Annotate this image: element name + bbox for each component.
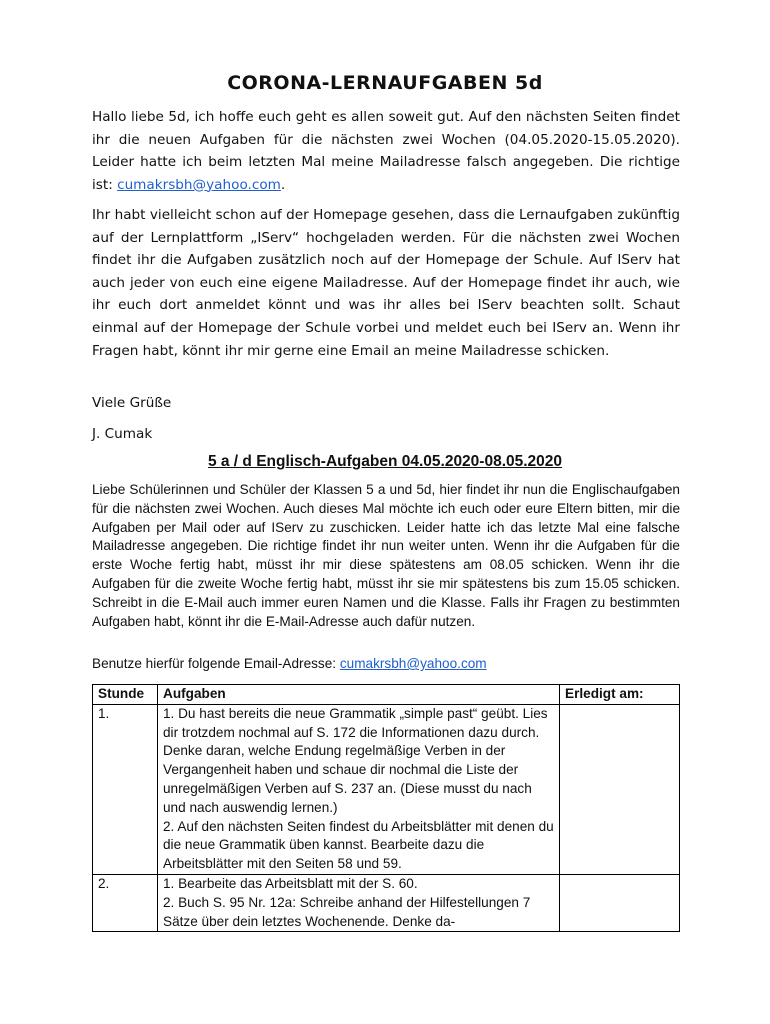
- english-heading: 5 a / d Englisch-Aufgaben 04.05.2020-08.05.2020: [207, 453, 563, 470]
- intro-text-end: .: [280, 176, 286, 193]
- page-title: CORONA-LERNAUFGABEN 5d: [227, 72, 543, 94]
- task-line: 1. Bearbeite das Arbeitsblatt mit der S. 60.: [163, 875, 418, 891]
- intro-text: Hallo liebe 5d, ich hoffe euch geht es allen soweit gut. Auf den nächsten Seiten findet ihr die neuen Aufgaben für die nächsten zwei Wochen (04.05.2020-15.05.2020). Leider hatte ich beim letzten Mal meine Mailadresse falsch angegeben. Die richtige ist:: [92, 109, 680, 193]
- intro-paragraph-2: Ihr habt vielleicht schon auf der Homepage gesehen, dass die Lernaufgaben zukünftig auf der Lernplattform „IServ“ hochgeladen werden. Für die nächsten zwei Wochen findet ihr die Aufgaben zusätzlich noch auf der Homepage der Schule. Auf IServ hat auch jeder von euch eine eigene Mailadresse. Auf der Homepage findet ihr auch, wie ihr euch dort anmeldet könnt und was ihr alles bei IServ beachten sollt. Schaut einmal auf der Homepage der Schule vorbei und meldet euch bei IServ an. Wenn ihr Fragen habt, könnt ihr mir gerne eine Email an meine Mailadresse schicken.: [92, 207, 680, 359]
- greeting: Viele Grüße: [92, 395, 172, 411]
- email-line: [92, 655, 680, 674]
- cell-erledigt: [560, 704, 680, 874]
- header-aufgaben: Aufgaben: [158, 685, 560, 705]
- header-stunde: Stunde: [93, 685, 158, 705]
- email-label: Benutze hierfür folgende Email-Adresse:: [92, 656, 340, 671]
- signature: J. Cumak: [92, 426, 153, 442]
- task-table: [92, 684, 680, 932]
- cell-aufgaben: [158, 874, 560, 931]
- intro-paragraph-1: [92, 106, 680, 196]
- cell-stunde: 1.: [93, 704, 158, 874]
- cell-erledigt: [560, 874, 680, 931]
- task-line: 1. Du hast bereits die neue Grammatik „simple past“ geübt. Lies dir trotzdem nochmal auf S. 172 die Informationen dazu durch. Denke daran, welche Endung regelmäßige Verben in der Vergangenheit haben und schaue dir nochmal die Liste der unregelmäßigen Verben auf S. 237 an. (Diese musst du nach und nach auswendig lernen.): [163, 705, 548, 815]
- english-paragraph: Liebe Schülerinnen und Schüler der Klassen 5 a und 5d, hier findet ihr nun die Englischaufgaben für die nächsten zwei Wochen. Auch dieses Mal möchte ich euch oder eure Eltern bitten, mir die Aufgaben per Mail oder auf IServ zu zuschicken. Leider hatte ich das letzte Mal eine falsche Mailadresse angegeben. Die richtige findet ihr nun weiter unten. Wenn ihr die Aufgaben für die erste Woche fertig habt, müsst ihr mir diese spätestens am 08.05 schicken. Wenn ihr die Aufgaben für die zweite Woche fertig habt, müsst ihr sie mir spätestens bis zum 15.05 schicken. Schreibt in die E-Mail auch immer euren Namen und die Klasse. Falls ihr Fragen zu bestimmten Aufgaben habt, könnt ihr die E-Mail-Adresse auch dafür nutzen.: [92, 482, 680, 629]
- table-header-row: [93, 685, 680, 705]
- cell-stunde: 2.: [93, 874, 158, 931]
- cell-aufgaben: [158, 704, 560, 874]
- intro-email-link[interactable]: cumakrsbh@yahoo.com: [117, 176, 281, 193]
- english-email-link[interactable]: cumakrsbh@yahoo.com: [339, 656, 487, 671]
- task-line: 2. Auf den nächsten Seiten findest du Arbeitsblätter mit denen du die neue Grammatik üben kannst. Bearbeite dazu die Arbeitsblätter mit den Seiten 58 und 59.: [163, 818, 554, 872]
- table-row: [93, 704, 680, 874]
- task-line: 2. Buch S. 95 Nr. 12a: Schreibe anhand der Hilfestellungen 7 Sätze über dein letztes Wochenende. Denke da-: [163, 894, 531, 929]
- table-row: [93, 874, 680, 931]
- header-erledigt: Erledigt am:: [560, 685, 680, 705]
